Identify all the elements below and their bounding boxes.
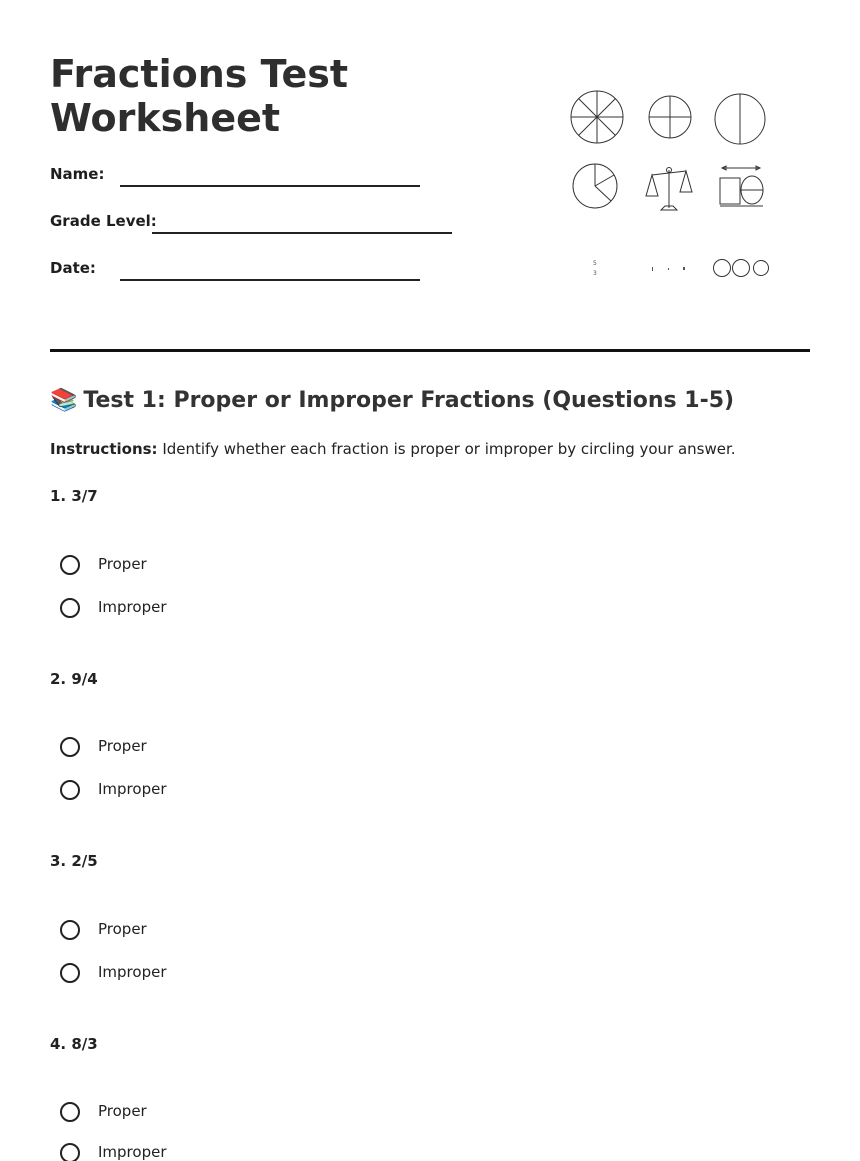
radio-circle-icon[interactable] xyxy=(60,1143,80,1161)
grade-level-label: Grade Level: xyxy=(50,212,157,230)
option-improper[interactable] xyxy=(60,780,300,806)
balance-scale-icon xyxy=(646,168,692,211)
worksheet-title: Fractions Test Worksheet xyxy=(50,52,349,140)
question-text: 1. 3/7 xyxy=(50,487,98,505)
radio-circle-icon[interactable] xyxy=(60,555,80,575)
option-proper[interactable] xyxy=(60,920,300,946)
name-label: Name: xyxy=(50,165,105,183)
instructions xyxy=(50,440,736,458)
question-3 xyxy=(50,852,750,992)
three-circles-icon xyxy=(714,260,769,277)
name-field[interactable] xyxy=(50,165,430,195)
fraction-illustrations xyxy=(560,86,780,286)
instructions-text: Identify whether each fraction is proper or improper by circling your answer. xyxy=(157,440,736,458)
question-text: 3. 2/5 xyxy=(50,852,98,870)
option-label: Improper xyxy=(98,1143,167,1161)
radio-circle-icon[interactable] xyxy=(60,1102,80,1122)
grade-level-field[interactable] xyxy=(50,212,460,242)
radio-circle-icon[interactable] xyxy=(60,780,80,800)
radio-circle-icon[interactable] xyxy=(60,920,80,940)
name-line[interactable] xyxy=(120,185,420,187)
option-label: Proper xyxy=(98,555,147,573)
date-label: Date: xyxy=(50,259,96,277)
option-improper[interactable] xyxy=(60,598,300,624)
header-divider xyxy=(50,349,810,352)
option-proper[interactable] xyxy=(60,1102,300,1128)
date-field[interactable] xyxy=(50,259,430,289)
question-text: 2. 9/4 xyxy=(50,670,98,688)
option-label: Improper xyxy=(98,780,167,798)
option-improper[interactable] xyxy=(60,1143,300,1161)
option-proper[interactable] xyxy=(60,555,300,581)
option-label: Proper xyxy=(98,737,147,755)
option-label: Proper xyxy=(98,920,147,938)
pie-quarters-icon xyxy=(649,96,691,138)
section-title xyxy=(50,388,734,413)
option-improper[interactable] xyxy=(60,963,300,989)
option-label: Improper xyxy=(98,963,167,981)
small-fraction-icon xyxy=(593,260,597,277)
question-1 xyxy=(50,487,750,627)
option-proper[interactable] xyxy=(60,737,300,763)
shapes-measure-icon xyxy=(720,166,763,206)
option-label: Proper xyxy=(98,1102,147,1120)
radio-circle-icon[interactable] xyxy=(60,598,80,618)
pie-eighths-icon xyxy=(571,91,623,143)
svg-text:5: 5 xyxy=(593,260,597,267)
question-text: 4. 8/3 xyxy=(50,1035,98,1053)
pie-halves-icon xyxy=(715,94,765,144)
svg-text:3: 3 xyxy=(593,270,597,277)
radio-circle-icon[interactable] xyxy=(60,963,80,983)
grade-level-line[interactable] xyxy=(152,232,452,234)
instructions-label: Instructions: xyxy=(50,440,158,458)
radio-circle-icon[interactable] xyxy=(60,737,80,757)
pie-partial-icon xyxy=(573,164,617,208)
question-4 xyxy=(50,1035,750,1161)
section-title-text: Test 1: Proper or Improper Fractions (Questions 1-5) xyxy=(83,388,735,413)
number-line-icon xyxy=(652,267,685,271)
books-icon: 📚 xyxy=(50,388,78,413)
date-line[interactable] xyxy=(120,279,420,281)
option-label: Improper xyxy=(98,598,167,616)
question-2 xyxy=(50,670,750,810)
